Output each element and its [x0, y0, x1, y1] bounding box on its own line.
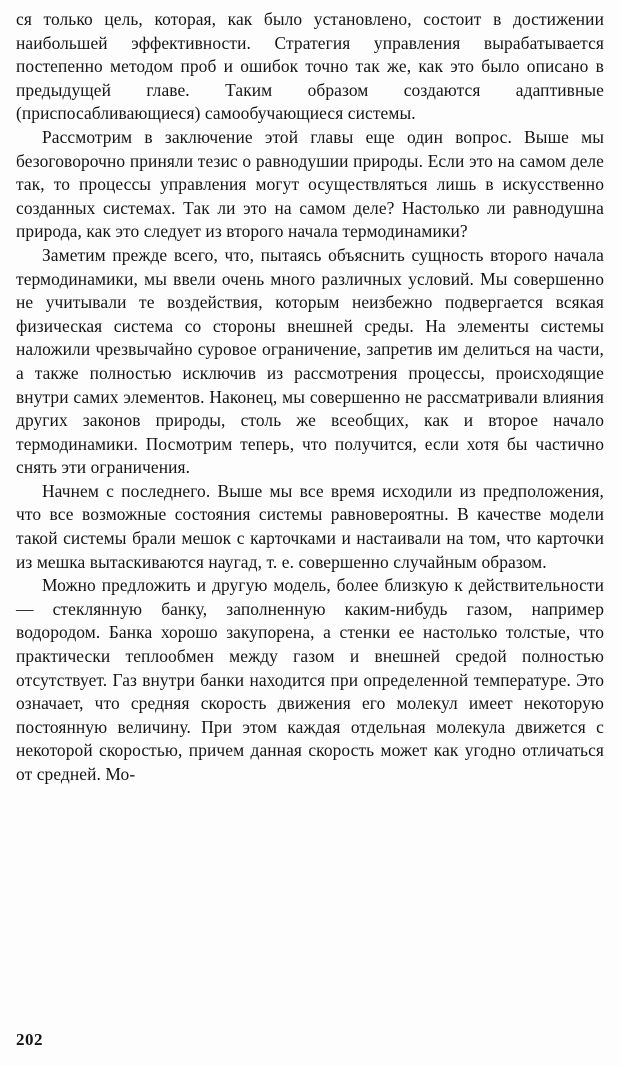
paragraph-rassmotrim: Рассмотрим в заключение этой главы еще один вопрос. Выше мы безоговорочно приняли тезис о равнодушии природы. Если это на самом деле так, то процессы управления могут осуществляться лишь в искусственно созданных системах. Так ли это на самом деле? Настолько ли равнодушна природа, как это следует из второго начала термодинамики?: [16, 126, 604, 242]
paragraph-nachnem: Начнем с последнего. Выше мы все время исходили из предположения, что все возможные состояния системы равновероятны. В качестве модели такой системы брали мешок с карточками и настаивали на том, что карточки из мешка вытаскиваются наугад, т. е. совершенно случайным образом.: [16, 480, 604, 572]
page-text-block: [16, 8, 604, 787]
paragraph-zametim: Заметим прежде всего, что, пытаясь объяснить сущность второго начала термодинамики, мы ввели очень много различных условий. Мы совершенно не учитывали те воздействия, которым неизбежно подвергается всякая физическая система со стороны внешней среды. На элементы системы наложили чрезвычайно суровое ограничение, запретив им делиться на части, а также полностью исключив из рассмотрения процессы, происходящие внутри самих элементов. Наконец, мы совершенно не рассматривали влияния других законов природы, столь же всеобщих, как и второе начало термодинамики. Посмотрим теперь, что получится, если хотя бы частично снять эти ограничения.: [16, 244, 604, 478]
paragraph-continuation: ся только цель, которая, как было установлено, состоит в достижении наибольшей эффективности. Стратегия управления вырабатывается постепенно методом проб и ошибок точно так же, как это было описано в предыдущей главе. Таким образом создаются адаптивные (приспосабливающиеся) самообучающиеся системы.: [16, 9, 604, 124]
page-number: 202: [16, 1030, 43, 1049]
paragraph-mozhno: Можно предложить и другую модель, более близкую к действительности — стеклянную банку, заполненную каким-нибудь газом, например водородом. Банка хорошо закупорена, а стенки ее настолько толстые, что практически теплообмен между газом и внешней средой полностью отсутствует. Газ внутри банки находится при определенной температуре. Это означает, что средняя скорость движения его молекул имеет некоторую постоянную величину. При этом каждая отдельная молекула движется с некоторой скоростью, причем данная скорость может как угодно отличаться от средней. Мо-: [16, 575, 604, 784]
